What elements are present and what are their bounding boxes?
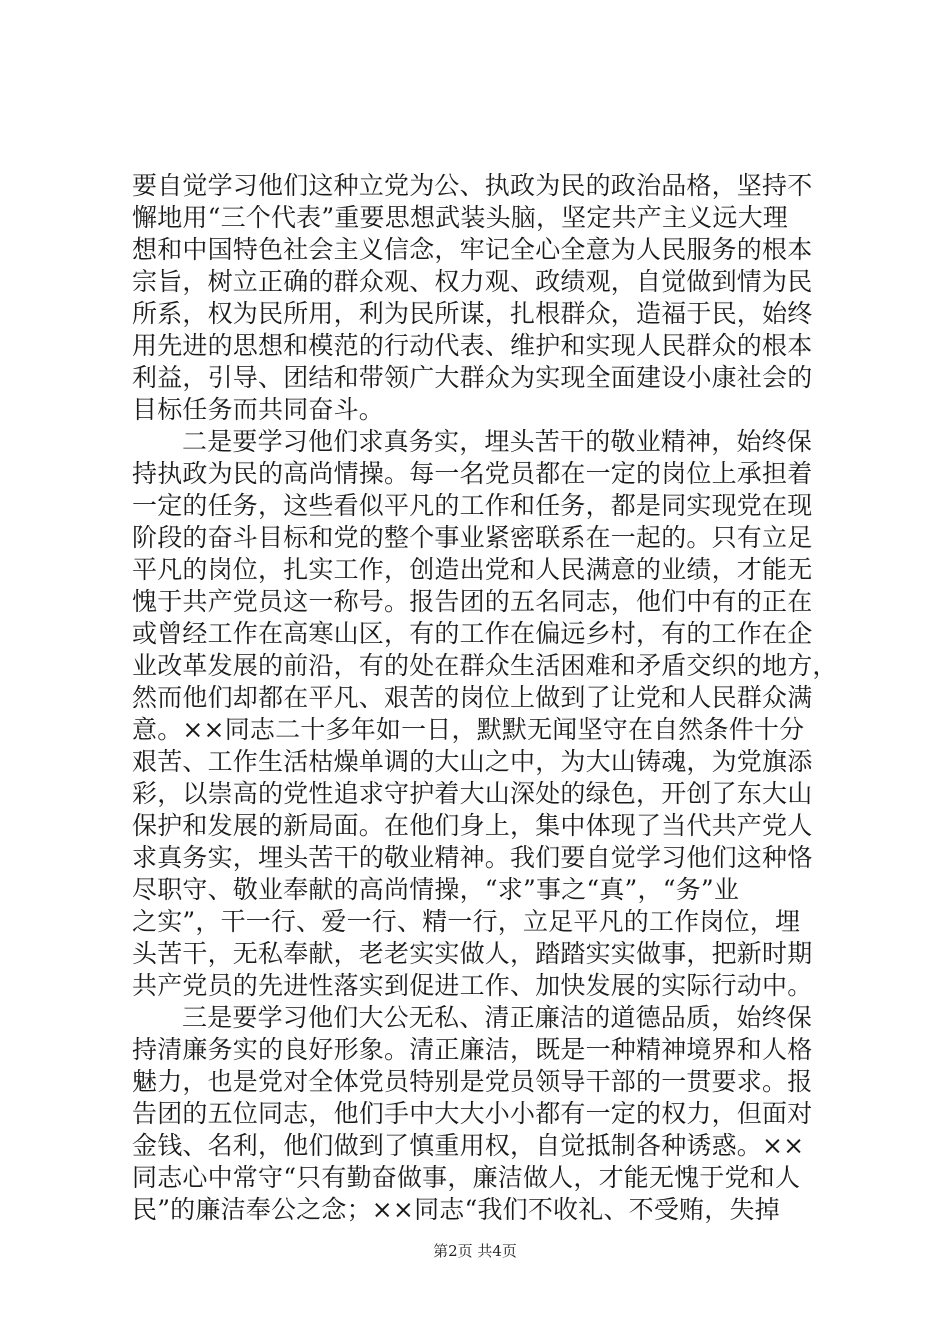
text-line: 宗旨，树立正确的群众观、权力观、政绩观，自觉做到情为民 <box>132 267 813 296</box>
text-line: 懈地用“三个代表”重要思想武装头脑，坚定共产主义远大理 <box>132 203 788 232</box>
text-line: 想和中国特色社会主义信念，牢记全心全意为人民服务的根本 <box>132 235 813 264</box>
text-line: 金钱、名利，他们做到了慎重用权，自觉抵制各种诱惑。×× <box>132 1131 805 1160</box>
text-line: 利益，引导、团结和带领广大群众为实现全面建设小康社会的 <box>132 363 813 392</box>
text-line: 或曾经工作在高寒山区，有的工作在偏远乡村，有的工作在企 <box>132 619 813 648</box>
text-line: 阶段的奋斗目标和党的整个事业紧密联系在一起的。只有立足 <box>132 523 813 552</box>
text-line: 然而他们却都在平凡、艰苦的岗位上做到了让党和人民群众满 <box>132 683 813 712</box>
text-line: 头苦干，无私奉献，老老实实做人，踏踏实实做事，把新时期 <box>132 939 813 968</box>
text-line: 愧于共产党员这一称号。报告团的五名同志，他们中有的正在 <box>132 587 813 616</box>
text-line: 求真务实，埋头苦干的敬业精神。我们要自觉学习他们这种恪 <box>132 843 813 872</box>
document-body <box>132 170 838 1226</box>
text-line: 一定的任务，这些看似平凡的工作和任务，都是同实现党在现 <box>132 491 813 520</box>
text-line: 尽职守、敬业奉献的高尚情操，“求”事之“真”，“务”业 <box>132 875 740 904</box>
text-line: 意。××同志二十多年如一日，默默无闻坚守在自然条件十分 <box>132 715 805 744</box>
text-line: 持清廉务实的良好形象。清正廉洁，既是一种精神境界和人格 <box>132 1035 813 1064</box>
text-line: 所系，权为民所用，利为民所谋，扎根群众，造福于民，始终 <box>132 299 813 328</box>
text-line: 魅力，也是党对全体党员特别是党员领导干部的一贯要求。报 <box>132 1067 813 1096</box>
text-line: 告团的五位同志，他们手中大大小小都有一定的权力，但面对 <box>132 1099 813 1128</box>
text-line: 艰苦、工作生活枯燥单调的大山之中，为大山铸魂，为党旗添 <box>132 747 813 776</box>
text-line: 共产党员的先进性落实到促进工作、加快发展的实际行动中。 <box>132 971 813 1000</box>
text-line: 业改革发展的前沿，有的处在群众生活困难和矛盾交织的地方， <box>132 651 838 680</box>
text-line: 要自觉学习他们这种立党为公、执政为民的政治品格，坚持不 <box>132 171 813 200</box>
text-line: 同志心中常守“只有勤奋做事，廉洁做人，才能无愧于党和人 <box>132 1163 801 1192</box>
text-line: 保护和发展的新局面。在他们身上，集中体现了当代共产党人 <box>132 811 813 840</box>
text-line: 彩，以崇高的党性追求守护着大山深处的绿色，开创了东大山 <box>132 779 813 808</box>
text-line: 持执政为民的高尚情操。每一名党员都在一定的岗位上承担着 <box>132 459 813 488</box>
text-line: 之实”，干一行、爱一行、精一行，立足平凡的工作岗位，埋 <box>132 907 801 936</box>
paragraph-start-line: 三是要学习他们大公无私、清正廉洁的道德品质，始终保 <box>182 1003 813 1032</box>
page-number-footer: 第2页 共4页 <box>433 1242 517 1260</box>
text-line: 用先进的思想和模范的行动代表、维护和实现人民群众的根本 <box>132 331 813 360</box>
text-line: 民”的廉洁奉公之念；××同志“我们不收礼、不受贿，失掉 <box>132 1195 780 1224</box>
text-line: 平凡的岗位，扎实工作，创造出党和人民满意的业绩，才能无 <box>132 555 813 584</box>
paragraph-start-line: 二是要学习他们求真务实，埋头苦干的敬业精神，始终保 <box>182 427 813 456</box>
text-line: 目标任务而共同奋斗。 <box>132 395 385 424</box>
